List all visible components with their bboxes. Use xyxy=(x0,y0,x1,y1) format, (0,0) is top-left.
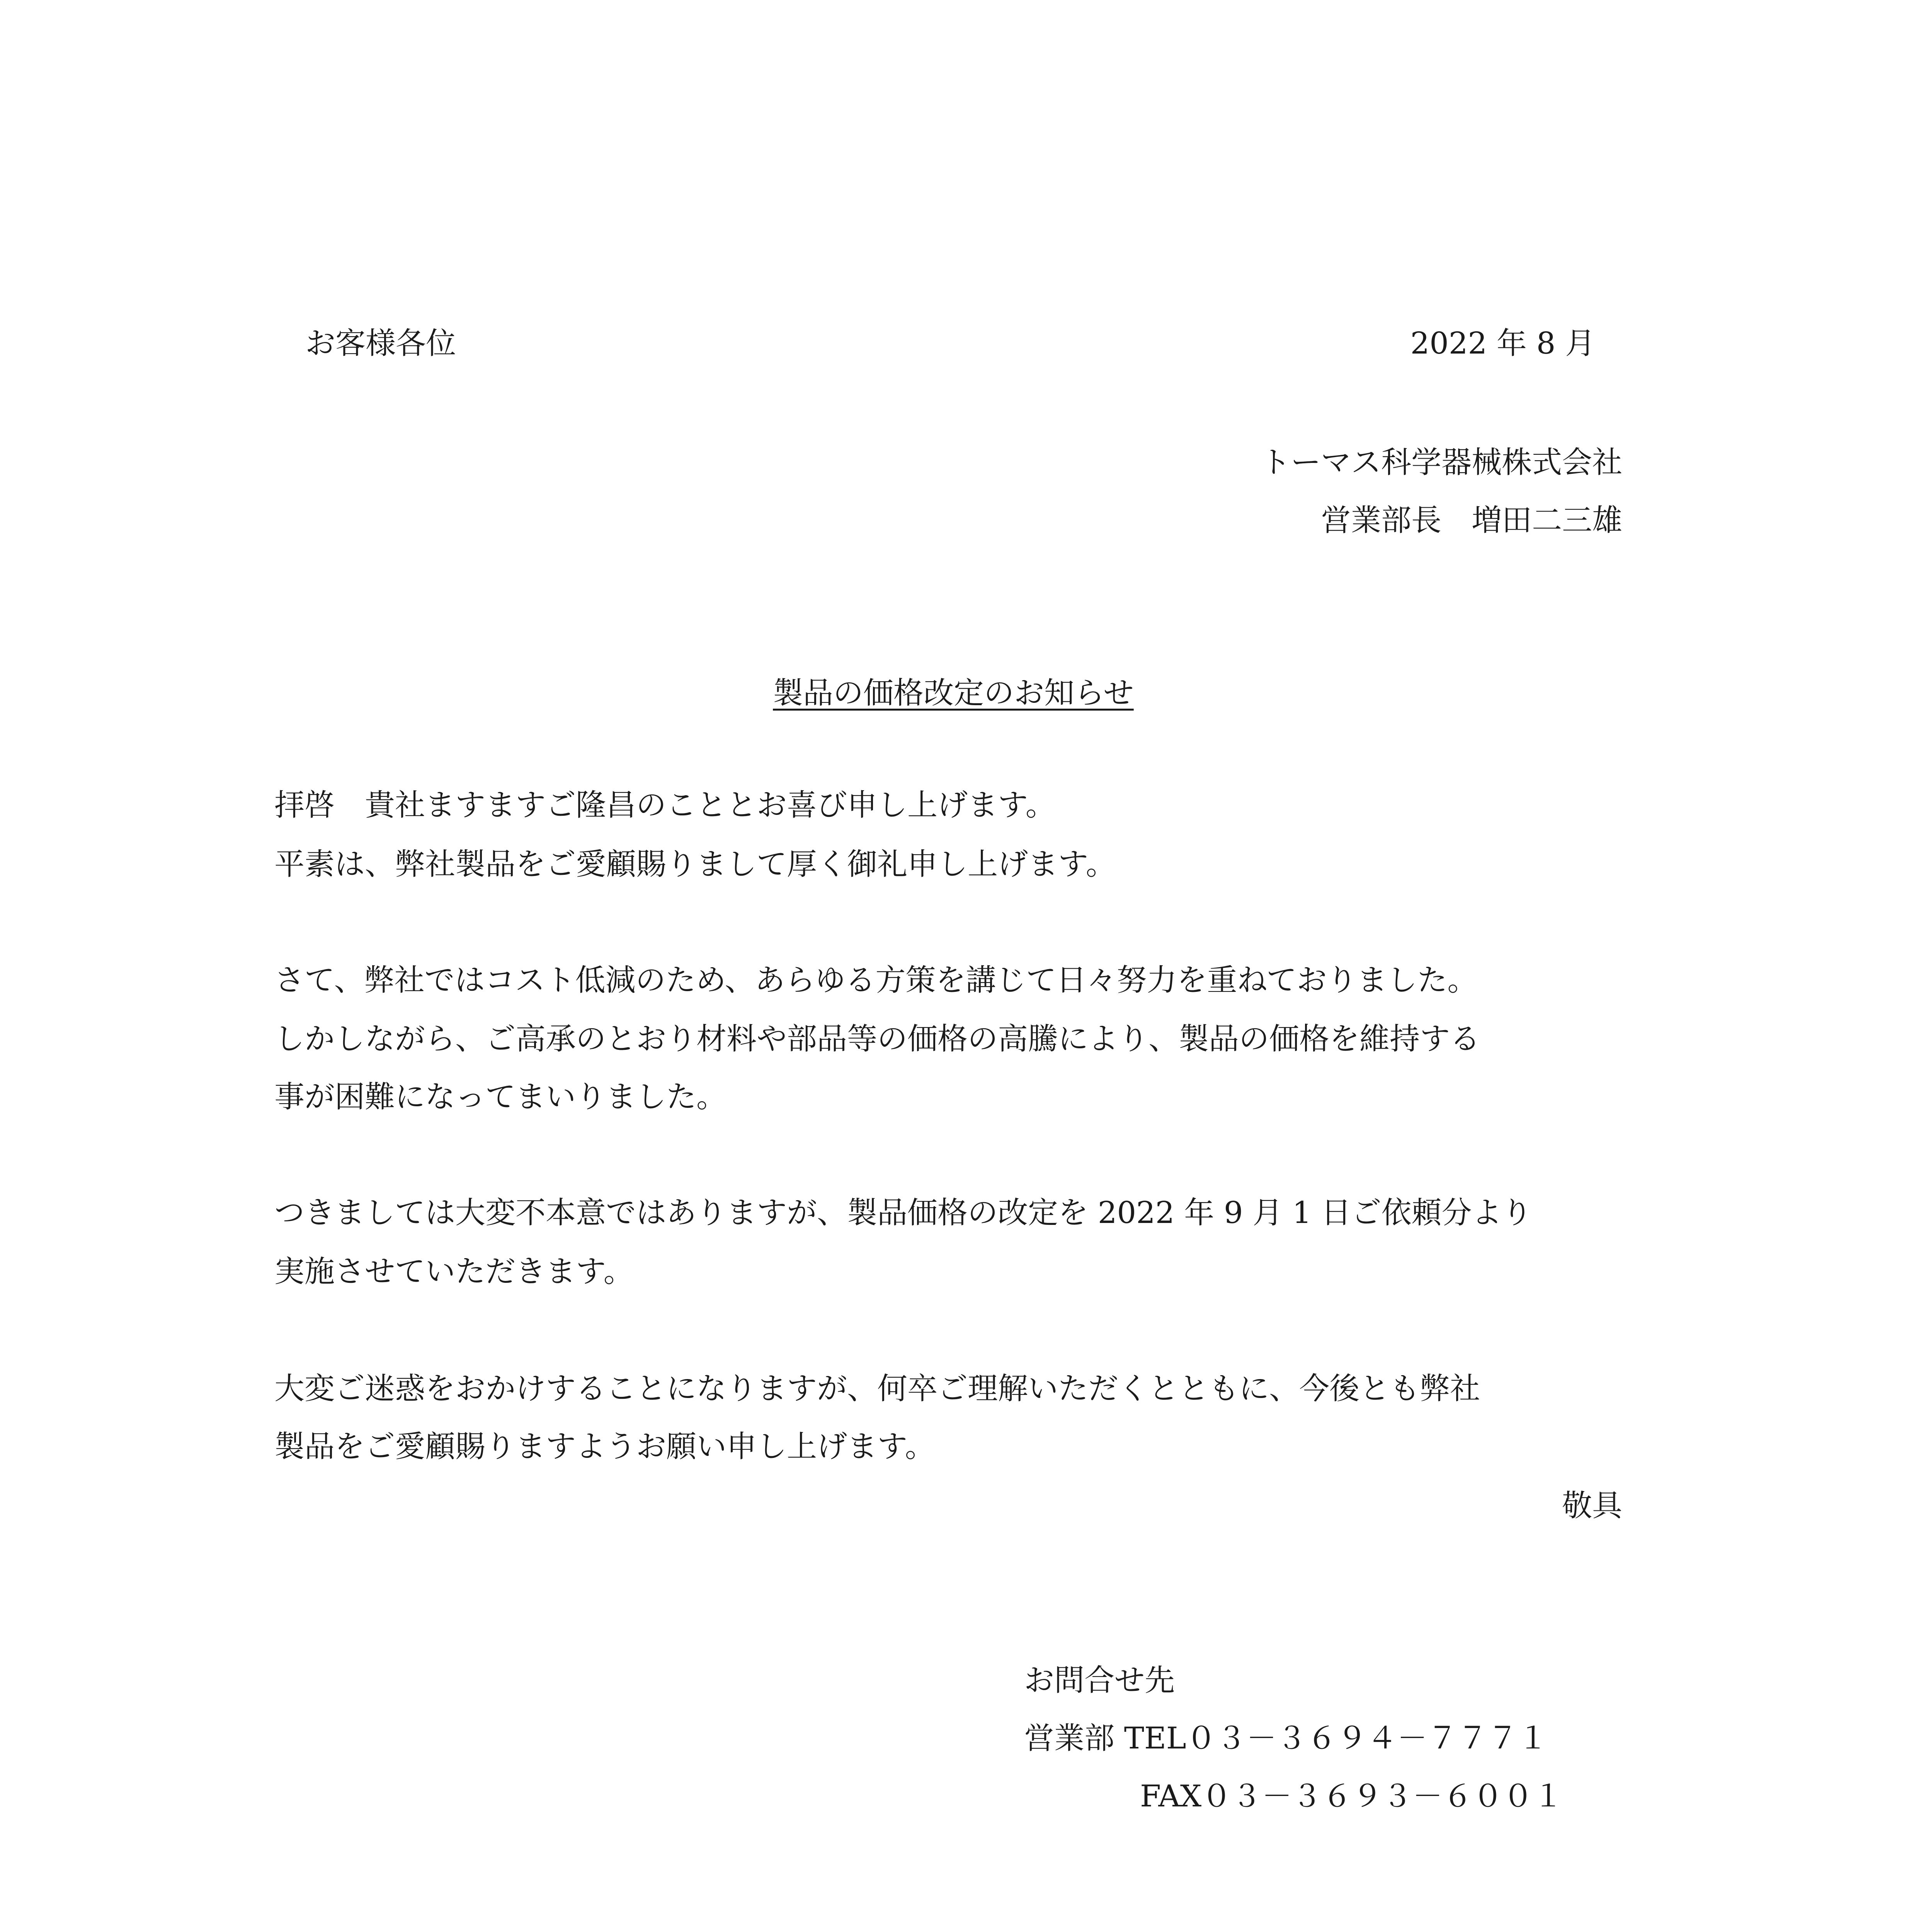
body-line: 平素は、弊社製品をご愛顧賜りまして厚く御礼申し上げます。 xyxy=(274,847,1116,882)
body-line: 事が困難になってまいりました。 xyxy=(274,1080,727,1114)
page-title: 製品の価格改定のお知らせ xyxy=(773,676,1134,711)
body-line: つきましては大変不本意ではありますが、製品価格の改定を 2022 年 9 月 1 日ご依頼分より xyxy=(274,1196,1532,1230)
contact-heading: お問合せ先 xyxy=(1024,1663,1175,1698)
body-line: 大変ご迷惑をおかけすることになりますが、何卒ご理解いただくとともに、今後とも弊社 xyxy=(274,1371,1480,1406)
sender-person: 営業部長 増田二三雄 xyxy=(1320,503,1622,538)
sender-company: トーマス科学器械株式会社 xyxy=(1260,445,1622,480)
body-line: 実施させていただきます。 xyxy=(274,1254,634,1289)
closing: 敬具 xyxy=(1562,1488,1622,1523)
body-line: しかしながら、ご高承のとおり材料や部品等の価格の高騰により、製品の価格を維持する xyxy=(274,1022,1480,1056)
body-line: 拝啓 貴社ますますご隆昌のこととお喜び申し上げます。 xyxy=(274,788,1056,823)
contact-fax: FAX０３－３６９３－６００１ xyxy=(1140,1779,1564,1814)
body-line: さて、弊社ではコスト低減のため、あらゆる方策を講じて日々努力を重ねておりました。 xyxy=(274,963,1478,998)
recipient: お客様各位 xyxy=(305,326,456,361)
body-line: 製品をご愛顧賜りますようお願い申し上げます。 xyxy=(274,1429,935,1464)
date: 2022 年 8 月 xyxy=(1410,326,1595,361)
contact-tel: 営業部 TEL０３－３６９４－７７７１ xyxy=(1024,1721,1548,1756)
